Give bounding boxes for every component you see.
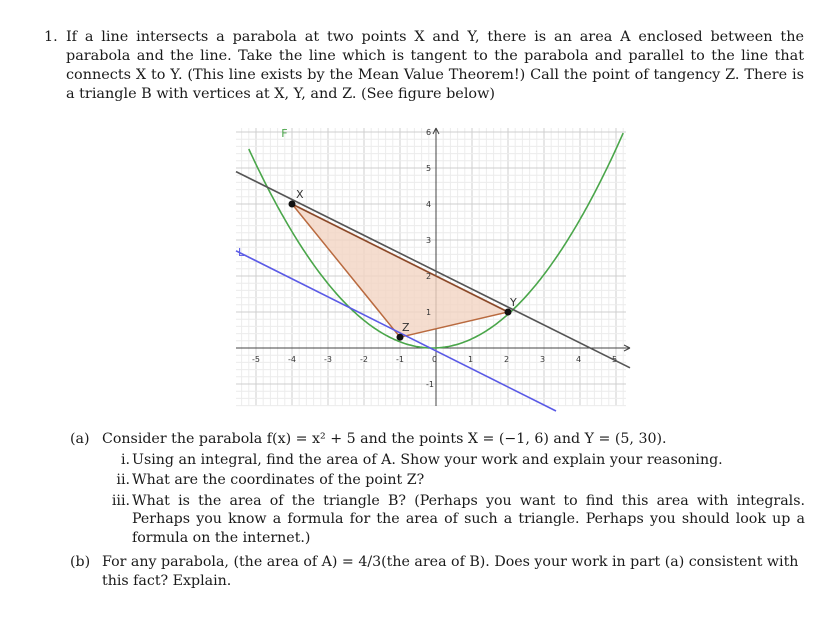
x-tick-label: -1: [396, 355, 404, 364]
part-a: [70, 430, 805, 547]
parabola-figure: [226, 122, 636, 412]
x-tick-label: -4: [288, 355, 296, 364]
item-label: i.: [120, 451, 130, 468]
item-text: Using an integral, find the area of A. Show your work and explain your reasoning.: [132, 451, 723, 468]
point-z: [397, 334, 404, 341]
question-parts: [70, 430, 805, 590]
problem-intro: If a line intersects a parabola at two points X and Y, there is an area A enclosed between the parabola and the line. Take the line which is tangent to the parabola and parallel to the line that connects X to Y. (This line exists by the Mean Value Theorem!) Call the point of tangency Z. There is a triangle B with vertices at X, Y, and Z. (See figure below): [66, 29, 804, 102]
part-a-item: [70, 492, 805, 548]
x-tick-label: -5: [252, 355, 260, 364]
point-x: [289, 201, 296, 208]
part-a-item: [70, 471, 805, 490]
problem-statement: [44, 28, 804, 104]
part-b: [70, 553, 805, 590]
item-text: What is the area of the triangle B? (Perhaps you want to find this area with integrals. Perhaps you know a formula for the area of such a triangle. Perhaps you should look up a formula on the internet.): [132, 492, 805, 546]
figure-axes: [236, 128, 630, 406]
point-y: [505, 309, 512, 316]
y-tick-label: 6: [426, 128, 432, 137]
part-a-label: (a): [70, 431, 90, 447]
item-label: ii.: [116, 472, 130, 488]
label-f: F: [281, 127, 288, 140]
x-tick-label: -2: [360, 355, 368, 364]
figure-labels: [238, 127, 617, 389]
secant-line: [236, 172, 630, 368]
problem-number: 1.: [44, 29, 58, 45]
x-tick-label: 5: [612, 355, 618, 364]
label-l: L: [238, 246, 245, 260]
y-tick-label: 3: [426, 236, 432, 245]
x-tick-label: 2: [504, 355, 510, 364]
x-tick-label: 3: [540, 355, 546, 364]
part-a-item: [70, 451, 805, 470]
label-z: Z: [402, 321, 410, 335]
item-text: What are the coordinates of the point Z?: [132, 472, 425, 488]
y-tick-label: 1: [426, 308, 432, 317]
label-y: Y: [510, 296, 517, 309]
x-tick-label: 4: [576, 355, 582, 364]
label-x: X: [296, 188, 304, 201]
y-tick-label: 4: [426, 200, 432, 209]
y-tick-label: 5: [426, 164, 432, 173]
y-tick-label: -1: [426, 380, 434, 389]
x-tick-label: 0: [432, 355, 438, 364]
y-tick-label: 2: [426, 272, 432, 281]
item-label: iii.: [111, 492, 130, 509]
x-tick-label: -3: [324, 355, 332, 364]
part-b-text: For any parabola, (the area of A) = 4/3(the area of B). Does your work in part (a) consistent with this fact? Explain.: [102, 554, 799, 589]
part-b-label: (b): [70, 554, 91, 570]
part-a-text: Consider the parabola f(x) = x² + 5 and the points X = (−1, 6) and Y = (5, 30).: [102, 431, 667, 447]
x-tick-label: 1: [468, 355, 474, 364]
